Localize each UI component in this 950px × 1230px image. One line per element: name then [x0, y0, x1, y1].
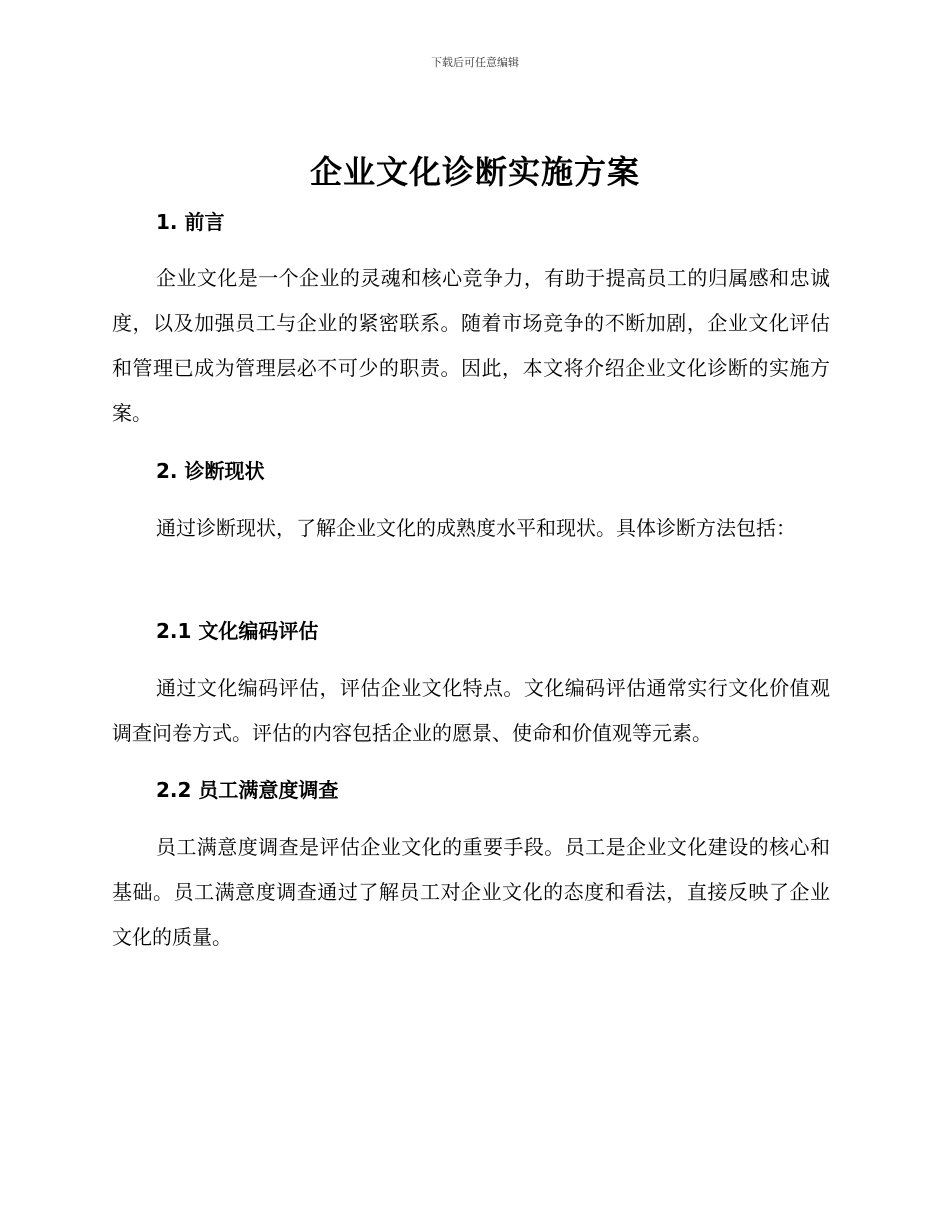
- section-paragraph-employee-satisfaction: 员工满意度调查是评估企业文化的重要手段。员工是企业文化建设的核心和基础。员工满意度调查通过了解员工对企业文化的态度和看法，直接反映了企业文化的质量。: [112, 835, 830, 949]
- page-header-note: 下载后可任意编辑: [431, 56, 519, 69]
- section-heading-employee-satisfaction: 2.2 员工满意度调查: [156, 778, 339, 802]
- section-paragraph-preface: 企业文化是一个企业的灵魂和核心竞争力，有助于提高员工的归属感和忠诚度，以及加强员工与企业的紧密联系。随着市场竞争的不断加剧，企业文化评估和管理已成为管理层必不可少的职责。因此，本文将介绍企业文化诊断的实施方案。: [112, 266, 830, 425]
- section-heading-diagnosis-status: 2. 诊断现状: [156, 459, 265, 483]
- section-heading-culture-coding: 2.1 文化编码评估: [156, 619, 319, 643]
- section-paragraph-diagnosis-status: 通过诊断现状，了解企业文化的成熟度水平和现状。具体诊断方法包括：: [156, 516, 796, 540]
- section-paragraph-culture-coding: 通过文化编码评估，评估企业文化特点。文化编码评估通常实行文化价值观调查问卷方式。评估的内容包括企业的愿景、使命和价值观等元素。: [112, 676, 830, 745]
- document-title: 企业文化诊断实施方案: [309, 153, 640, 191]
- section-heading-preface: 1. 前言: [156, 210, 225, 234]
